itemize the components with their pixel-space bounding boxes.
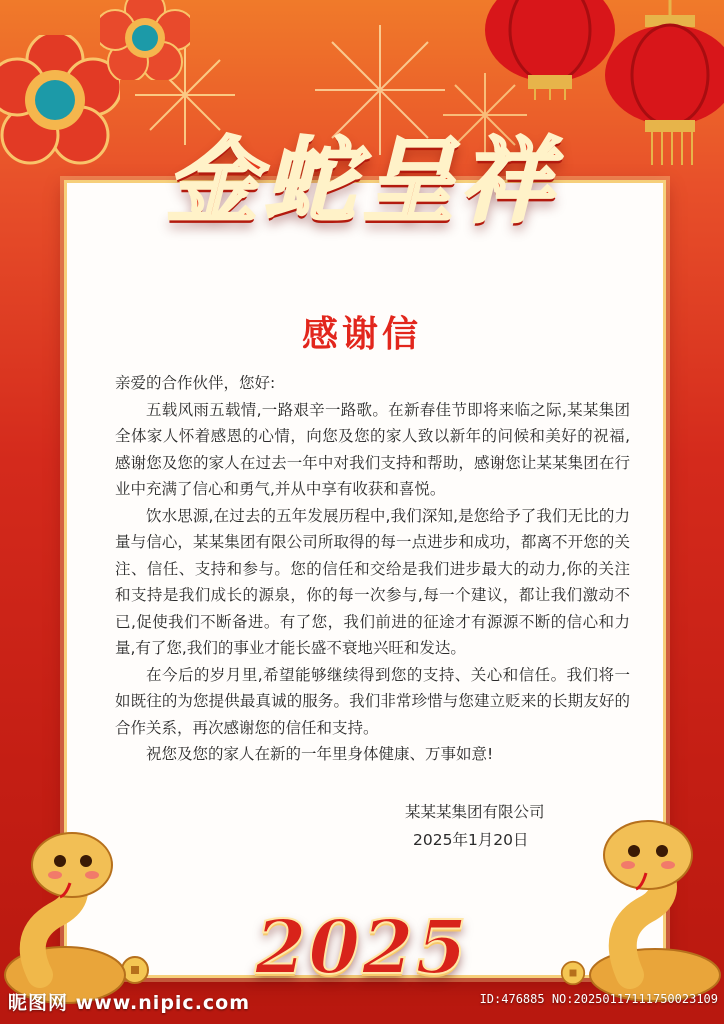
year-number: 2025 bbox=[255, 905, 469, 991]
paragraph: 饮水思源,在过去的五年发展历程中,我们深知,是您给予了我们无比的力量与信心，某某集团有限公司所取得的每一点进步和成功，都离不开您的关注、信任、支持和参与。您的信任和交给是我们进步最大的动力,你的关注和支持是我们成长的源泉，你的每一次参与,每一个建议，都让我们激动不已,促使我们不断备进。有了您，我们前进的征途才有源源不断的信心和力量,有了您,我们的事业才能长盛不衰地兴旺和发达。 bbox=[115, 506, 630, 657]
watermark-site: 昵图网 www.nipic.com bbox=[8, 992, 251, 1014]
greeting: 亲爱的合作伙伴，您好: bbox=[115, 374, 276, 392]
flower-icon bbox=[100, 0, 190, 80]
paragraph: 在今后的岁月里,希望能够继续得到您的支持、关心和信任。我们将一如既往的为您提供最真诚的服务。我们非常珍惜与您建立贬来的长期友好的合作关系，再次感谢您的信任和支持。 bbox=[115, 665, 630, 737]
letter-title: 感谢信 bbox=[301, 314, 422, 355]
headline: 金蛇呈祥 bbox=[165, 127, 558, 235]
paragraph: 祝您及您的家人在新的一年里身体健康、万事如意! bbox=[146, 745, 494, 763]
letter-body bbox=[115, 370, 630, 768]
watermark-id: ID:476885 NO:20250117111750023109 bbox=[479, 992, 718, 1006]
lantern-icon bbox=[480, 0, 620, 100]
letter-date: 2025年1月20日 bbox=[413, 831, 529, 849]
paragraph: 五载风雨五载情,一路艰辛一路歌。在新春佳节即将来临之际,某某集团全体家人怀着感恩的心情，向您及您的家人致以新年的问候和美好的祝福,感谢您及您的家人在过去一年中对我们支持和帮助，感谢您让某某集团在行业中充满了信心和勇气,并从中享有收获和喜悦。 bbox=[115, 400, 630, 498]
company-name: 某某某集团有限公司 bbox=[405, 803, 545, 821]
